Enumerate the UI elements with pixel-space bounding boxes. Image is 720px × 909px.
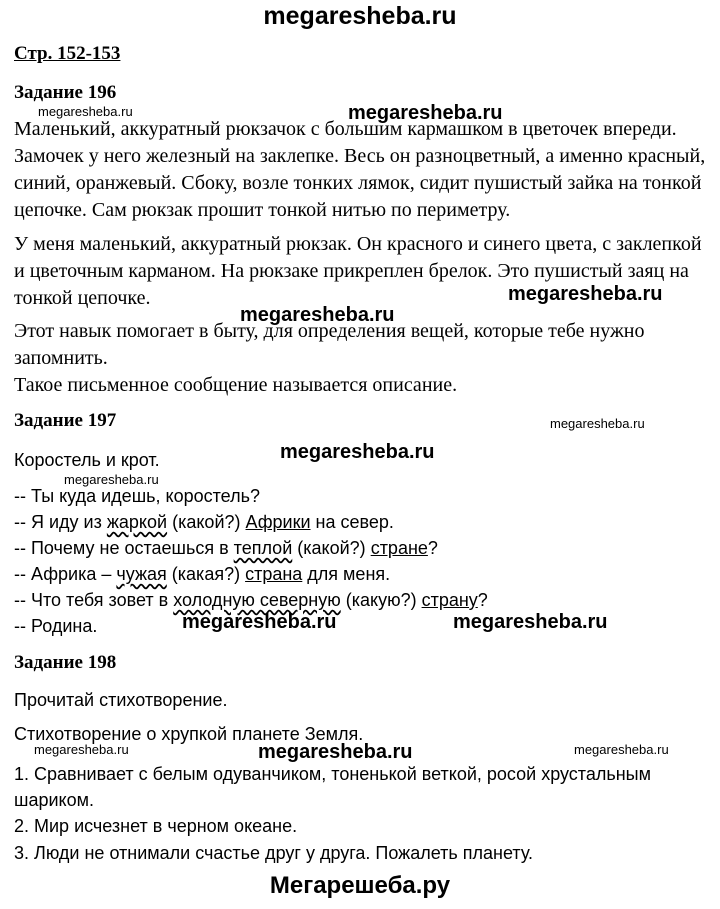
dialogue-line: -- Ты куда идешь, коростель? — [14, 486, 260, 506]
task-198-title: Задание 198 — [14, 652, 117, 673]
watermark: megaresheba.ru — [240, 304, 395, 326]
dialogue-line: -- Я иду из жаркой (какой?) Африки на север. — [14, 512, 394, 532]
task-196-paragraph-4: Такое письменное сообщение называется описание. — [14, 374, 458, 396]
noun-underlined: стране — [370, 538, 428, 558]
task-197-heading: Коростель и крот. — [14, 450, 160, 470]
watermark: megaresheba.ru — [258, 741, 413, 763]
task-196-paragraph-2: У меня маленький, аккуратный рюкзак. Он красного и синего цвета, с заклепкой и цветочным карманом. На рюкзаке прикреплен брелок. Это пушистый заяц на тонкой цепочке. — [14, 233, 702, 309]
noun-underlined: страну — [421, 590, 478, 610]
task-196-paragraph-3: Этот навык помогает в быту, для определения вещей, которые тебе нужно запомнить. — [14, 320, 645, 369]
adjective-underlined: холодную северную — [173, 590, 341, 610]
dialogue-line: -- Родина. — [14, 616, 98, 636]
adjective-underlined: жаркой — [106, 512, 168, 532]
dialogue-line: -- Что тебя зовет в холодную северную (какую?) страну? — [14, 590, 488, 610]
dialogue-line: -- Африка – чужая (какая?) страна для меня. — [14, 564, 391, 584]
task-198-subtitle: Стихотворение о хрупкой планете Земля. — [14, 724, 364, 744]
site-header[interactable]: megaresheba.ru — [263, 2, 457, 30]
watermark: megaresheba.ru — [348, 102, 503, 124]
watermark: megaresheba.ru — [453, 611, 608, 633]
page-numbers: Стр. 152-153 — [14, 43, 121, 64]
answer-item-continued: шариком. — [14, 790, 94, 810]
task-196-title: Задание 196 — [14, 82, 117, 103]
noun-underlined: страна — [245, 564, 303, 584]
answer-item: 2. Мир исчезнет в черном океане. — [14, 816, 298, 836]
watermark: megaresheba.ru — [34, 742, 129, 757]
watermark: megaresheba.ru — [574, 742, 669, 757]
dialogue-line: -- Почему не остаешься в теплой (какой?) стране? — [14, 538, 438, 558]
watermark: megaresheba.ru — [508, 283, 663, 305]
task-196-paragraph-1: Маленький, аккуратный рюкзачок с большим кармашком в цветочек впереди. Замочек у него железный на заклепке. Весь он разноцветный, а именно красный, синий, оранжевый. Сбоку, возле тонких лямок, сидит пушистый зайка на тонкой цепочке. Сам рюкзак прошит тонкой нитью по периметру. — [14, 118, 706, 221]
watermark: megaresheba.ru — [38, 104, 133, 119]
watermark: megaresheba.ru — [182, 611, 337, 633]
answer-item: 3. Люди не отнимали счастье друг у друга. Пожалеть планету. — [14, 843, 534, 863]
watermark: megaresheba.ru — [550, 416, 645, 431]
answer-item: 1. Сравнивает с белым одуванчиком, тоненькой веткой, росой хрустальным — [14, 764, 651, 784]
footer-site-name[interactable]: Мегарешеба.ру — [269, 872, 451, 899]
watermark: megaresheba.ru — [64, 472, 159, 487]
task-198-instruction: Прочитай стихотворение. — [14, 690, 228, 710]
task-197-title: Задание 197 — [14, 410, 117, 431]
watermark: megaresheba.ru — [280, 441, 435, 463]
adjective-underlined: теплой — [233, 538, 293, 558]
noun-underlined: Африки — [245, 512, 311, 532]
adjective-underlined: чужая — [116, 564, 167, 584]
